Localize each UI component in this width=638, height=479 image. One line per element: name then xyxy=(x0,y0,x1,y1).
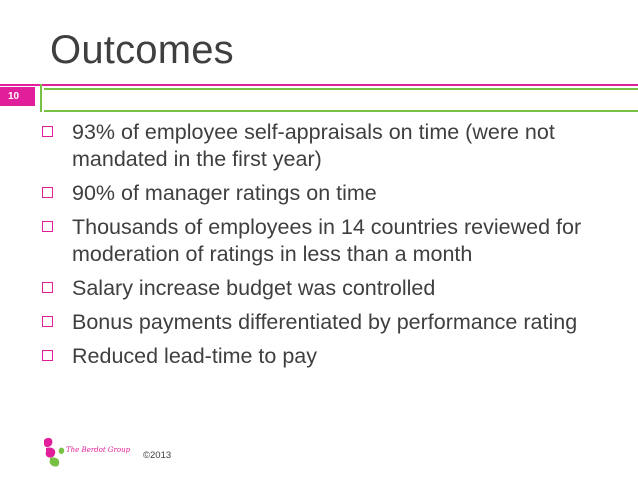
bullet-text: Salary increase budget was controlled xyxy=(72,276,436,300)
hollow-square-bullet-icon xyxy=(42,282,53,293)
copyright-text: ©2013 xyxy=(143,450,172,461)
bullet-item xyxy=(38,275,618,302)
slide-title: Outcomes xyxy=(50,28,234,72)
bullet-item xyxy=(38,309,618,336)
bullet-item xyxy=(38,214,618,268)
logo-text: The Berdot Group xyxy=(66,446,131,454)
bullet-list xyxy=(38,119,618,377)
bullet-text: Reduced lead-time to pay xyxy=(72,344,318,368)
bullet-text: Bonus payments differentiated by performance rating xyxy=(72,310,578,334)
header-rule-green-bottom xyxy=(44,110,638,112)
bullet-item xyxy=(38,180,618,207)
hollow-square-bullet-icon xyxy=(42,316,53,327)
header-rule-green-top xyxy=(44,88,638,90)
footer xyxy=(38,434,338,470)
bullet-text: 90% of manager ratings on time xyxy=(72,181,377,205)
slide-number-badge xyxy=(0,87,35,106)
bullet-text: 93% of employee self-appraisals on time (were not mandated in the first year) xyxy=(72,120,555,171)
bullet-text: Thousands of employees in 14 countries reviewed for moderation of ratings in less than a month xyxy=(72,215,582,266)
bullet-item xyxy=(38,119,618,173)
hollow-square-bullet-icon xyxy=(42,187,53,198)
hollow-square-bullet-icon xyxy=(42,350,53,361)
header-rule-magenta xyxy=(0,84,638,86)
slide-number: 10 xyxy=(8,91,20,102)
hollow-square-bullet-icon xyxy=(42,126,53,137)
bullet-item xyxy=(38,343,618,370)
hollow-square-bullet-icon xyxy=(42,221,53,232)
bg-leaf-logo-icon xyxy=(38,434,68,470)
header-rule-green-vertical xyxy=(40,84,42,112)
berdot-group-logo xyxy=(38,434,148,470)
